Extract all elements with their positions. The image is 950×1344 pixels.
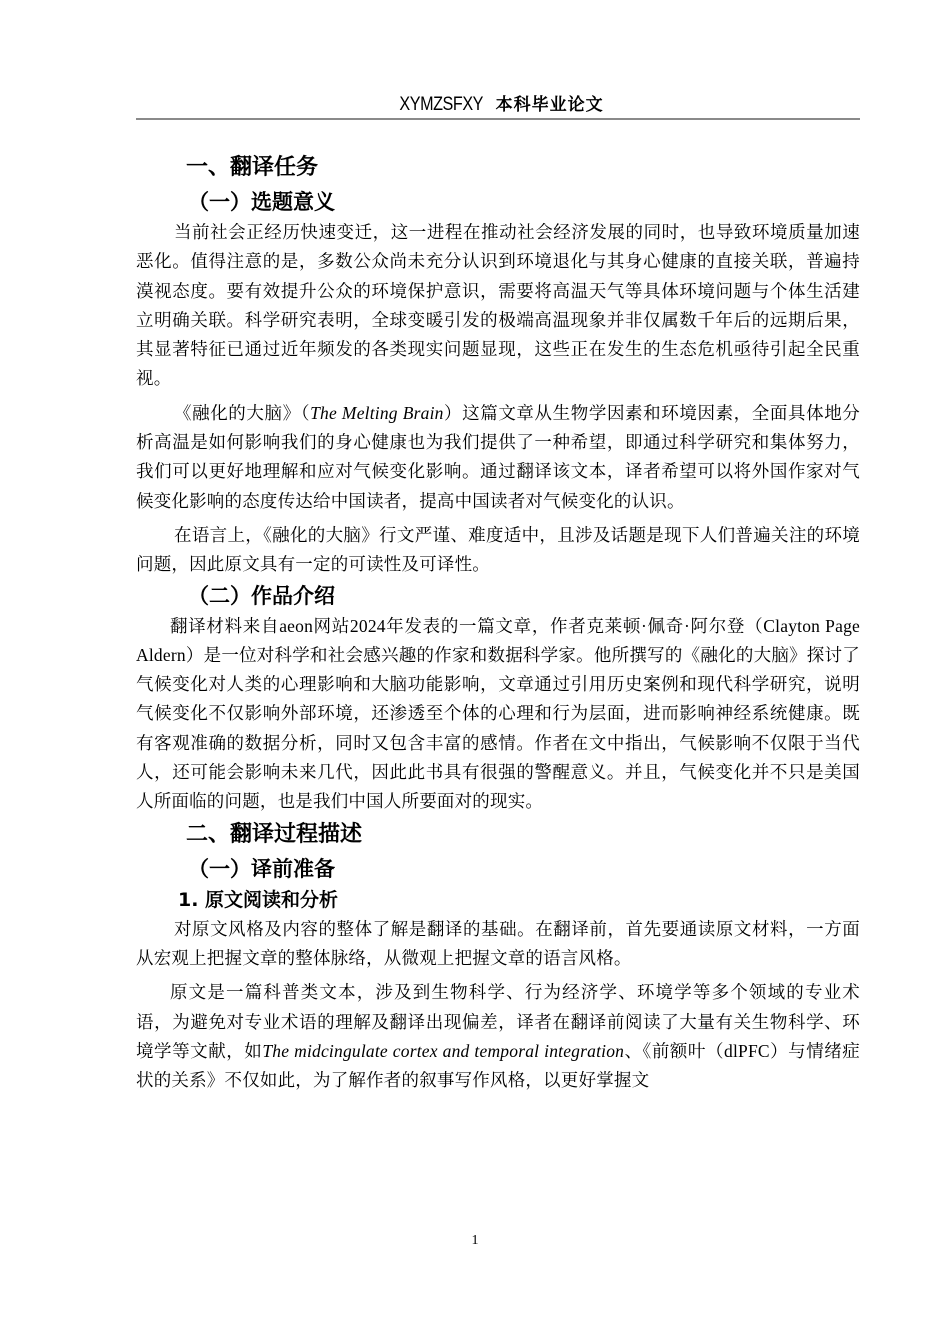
section-heading-1: 一、翻译任务 bbox=[186, 155, 319, 180]
page-body bbox=[136, 150, 860, 1095]
page-number: 1 bbox=[471, 1233, 479, 1248]
paragraph bbox=[136, 399, 860, 516]
title-italic: The midcingulate cortex and temporal integration bbox=[262, 1040, 625, 1061]
title-italic: The Melting Brain bbox=[310, 402, 444, 423]
header-title: 本科毕业论文 bbox=[495, 95, 604, 115]
paragraph-text: 、《前额叶（dlPFC）与情绪症状的关系》不仅如此，为了解作者的叙事写作风格，以更好掌握文 bbox=[136, 1040, 860, 1091]
page-header bbox=[136, 92, 860, 118]
header-divider bbox=[136, 118, 860, 120]
paragraph: 在语言上，《融化的大脑》行文严谨、难度适中，且涉及话题是现下人们普遍关注的环境问题，因此原文具有一定的可读性及可译性。 bbox=[136, 524, 860, 575]
paragraph: 对原文风格及内容的整体了解是翻译的基础。在翻译前，首先要通读原文材料，一方面从宏观上把握文章的整体脉络，从微观上把握文章的语言风格。 bbox=[136, 918, 860, 968]
paragraph-text: 《融化的大脑》（ bbox=[174, 402, 311, 423]
paragraph-text: ）这篇文章从生物学因素和环境因素，全面具体地分析高温是如何影响我们的身心健康也为我们提供了一种希望，即通过科学研究和集体努力，我们可以更好地理解和应对气候变化影响。通过翻译该文本，译者希望可以将外国作家对气候变化影响的态度传达给中国读者，提高中国读者对气候变化的认识。 bbox=[136, 402, 860, 511]
section-heading-2: 二、翻译过程描述 bbox=[186, 821, 363, 847]
subsection-heading-1-2: （二）作品介绍 bbox=[188, 583, 335, 608]
paragraph-text: 原文是一篇科普类文本，涉及到生物科学、行为经济学、环境学等多个领域的专业术语，为避免对专业术语的理解及翻译出现偏差，译者在翻译前阅读了大量有关生物科学、环境学等文献，如 bbox=[136, 982, 860, 1061]
subsection-heading-1-1: （一）选题意义 bbox=[188, 190, 335, 214]
item-heading-2-1-1: 1. 原文阅读和分析 bbox=[178, 888, 339, 911]
paragraph: 当前社会正经历快速变迁，这一进程在推动社会经济发展的同时，也导致环境质量加速恶化。值得注意的是，多数公众尚未充分认识到环境退化与其身心健康的直接关联，普遍持漠视态度。要有效提升公众的环境保护意识，需要将高温天气等具体环境问题与个体生活建立明确关联。科学研究表明，全球变暖引发的极端高温现象并非仅属数千年后的远期后果，其显著特征已通过近年频发的各类现实问题显现，这些正在发生的生态危机亟待引起全民重视。 bbox=[136, 222, 860, 389]
paragraph: 翻译材料来自aeon网站2024年发表的一篇文章，作者克莱顿·佩奇·阿尔登（Clayton Page Aldern）是一位对科学和社会感兴趣的作家和数据科学家。他所撰写的《融化的大脑》探讨了气候变化对人类的心理影响和大脑功能影响，文章通过引用历史案例和现代科学研究，说明气候变化不仅影响外部环境，还渗透至个体的心理和行为层面，进而影响神经系统健康。既有客观准确的数据分析，同时又包含丰富的感情。作者在文中指出，气候影响不仅限于当代人，还可能会影响未来几代，因此此书具有很强的警醒意义。并且，气候变化并不只是美国人所面临的问题，也是我们中国人所要面对的现实。 bbox=[136, 615, 860, 812]
paragraph bbox=[136, 978, 860, 1095]
subsection-heading-2-1: （一）译前准备 bbox=[188, 856, 335, 881]
header-code: XYMZSFXY bbox=[399, 94, 484, 115]
